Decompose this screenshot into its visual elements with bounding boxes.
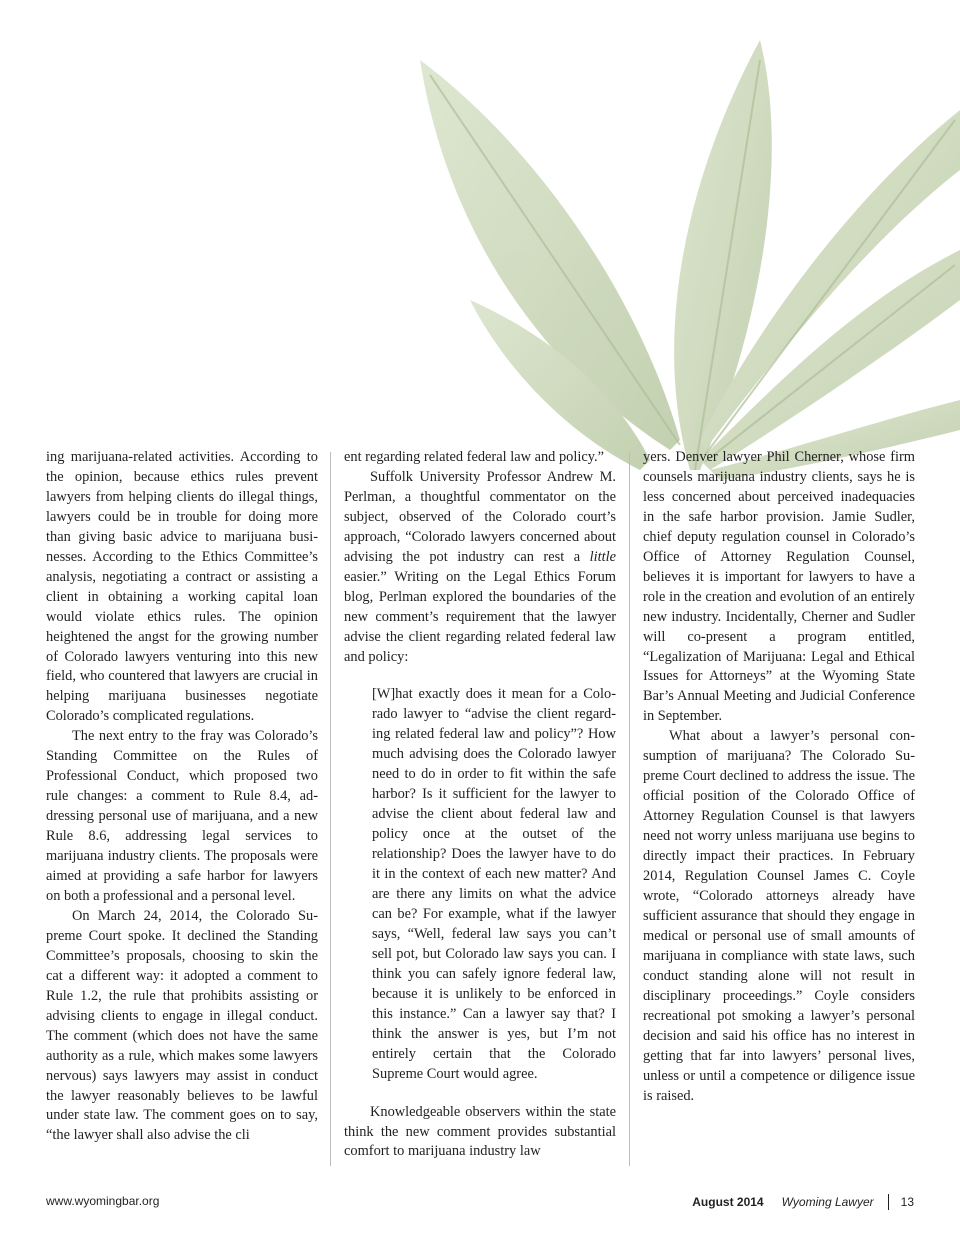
cannabis-leaf-illustration (0, 0, 960, 480)
issue-date: August 2014 (692, 1195, 764, 1209)
paragraph: What about a lawyer’s personal consumption of marijuana? The Colorado Supreme Court declined to address the issue. The official position of the Colorado Office of Attorney Regulation Counsel is that lawyers need not worry unless marijuana use begins to directly impact their practices. In February 2014, Regulation Counsel James C. Coyle wrote, “Colorado attorneys already have sufficient assurance that should they engage in medical or personal use of small amounts of marijuana in compliance with state laws, such conduct standing alone will not result in disciplinary proceedings.” Coyle considers recreational pot smoking a lawyer’s personal decision and said his office has no interest in getting that far into lawyers’ personal lives, unless or until a competence or diligence issue is raised. (643, 728, 915, 1104)
paragraph: On March 24, 2014, the Colorado Supreme Court spoke. It declined the Standing Committee’s proposals, choosing to skin the cat a different way: it adopted a comment to Rule 1.2, the rule that prohibits assisting or advising clients to engage in illegal conduct. The comment (which does not have the same authority as a rule, which makes some lawyers nervous) says lawyers may assist in conduct the lawyer reasonably believes to be lawful under state law. The comment goes on to say, “the lawyer shall also advise the cli (46, 907, 318, 1144)
paragraph (344, 468, 616, 668)
article-column-2 (344, 448, 616, 1162)
paragraph: ing marijuana-related activities. According to the opinion, because ethics rules prevent lawyers from helping clients do illegal things, lawyers could be in trouble for doing more than giving basic advice to marijuana businesses. According to the Ethics Committee’s analysis, negotiating a contract or assisting a client in obtaining a working capital loan would violate ethics rules. The opinion heightened the angst for the growing number of Colorado lawyers venturing into this new field, who countered that lawyers are crucial in helping marijuana businesses negotiate Colorado’s complicated regulations. (46, 449, 318, 725)
quote-text: [W]hat exactly does it mean for a Colorado lawyer to “advise the client regarding related federal law and policy”? How much advising does the Colorado lawyer need to do in order to fit within the safe harbor? Is it sufficient for the lawyer to advise the client about federal law and policy once at the outset of the relationship? Does the lawyer have to do it in the context of each new matter? And are there any limits on what the advice can be? For example, what if the lawyer says, “Well, federal law says you can’t sell pot, but Colorado law says you can. I think you can safely ignore federal law, because it is unlikely to be enforced in this instance.” Can a lawyer say that? I think the answer is yes, but I’m not entirely certain that the Colorado Supreme Court would agree. (372, 686, 616, 1082)
magazine-name: Wyoming Lawyer (781, 1195, 874, 1209)
article-column-1 (46, 448, 318, 1146)
text-run: Suffolk University Professor Andrew M. Perlman, a thoughtful commentator on the subject, observed of the Colorado court’s approach, “Colorado lawyers concerned about advising the pot industry can rest a (344, 468, 616, 565)
paragraph: yers. Denver lawyer Phil Cherner, whose firm counsels marijuana industry clients, says he is less concerned about perceived inadequacies in the safe harbor provision. Jamie Sudler, chief deputy regulation counsel in Colorado’s Office of Attorney Regulation Counsel, believes it is important for lawyers to have a role in the creation and evolution of an entirely new industry. Incidentally, Cherner and Sudler will co-present a program entitled, “Legalization of Marijuana: Legal and Ethical Issues for Attorneys” at the Wyoming State Bar’s Annual Meeting and Judicial Conference in September. (643, 449, 915, 725)
footer-divider (888, 1194, 889, 1210)
website-link[interactable]: www.wyomingbar.org (46, 1194, 160, 1208)
paragraph: Knowledgeable observers within the state think the new comment provides substantial comfort to marijuana industry law (344, 1103, 616, 1160)
footer-publication-info (692, 1194, 914, 1210)
text-run: easier.” Writing on the Legal Ethics Forum blog, Perlman explored the boundaries of the new comment’s requirement that the lawyer advise the client regarding related federal law and policy: (344, 568, 616, 665)
emphasis-text: little (589, 548, 616, 565)
block-quote (372, 685, 616, 1084)
page-number: 13 (900, 1195, 914, 1209)
article-column-3 (643, 448, 915, 1106)
paragraph: The next entry to the fray was Colorado’s Standing Committee on the Rules of Professional Conduct, which proposed two rule changes: a comment to Rule 8.4, addressing personal use of marijuana, and a new Rule 8.6, addressing legal services to marijuana industry clients. The proposals were aimed at providing a safe harbor for lawyers on both a professional and a personal level. (46, 728, 318, 904)
column-divider (330, 452, 331, 1166)
column-divider (629, 452, 630, 1166)
paragraph: ent regarding related federal law and policy.” (344, 449, 604, 465)
page-footer (46, 1194, 914, 1212)
